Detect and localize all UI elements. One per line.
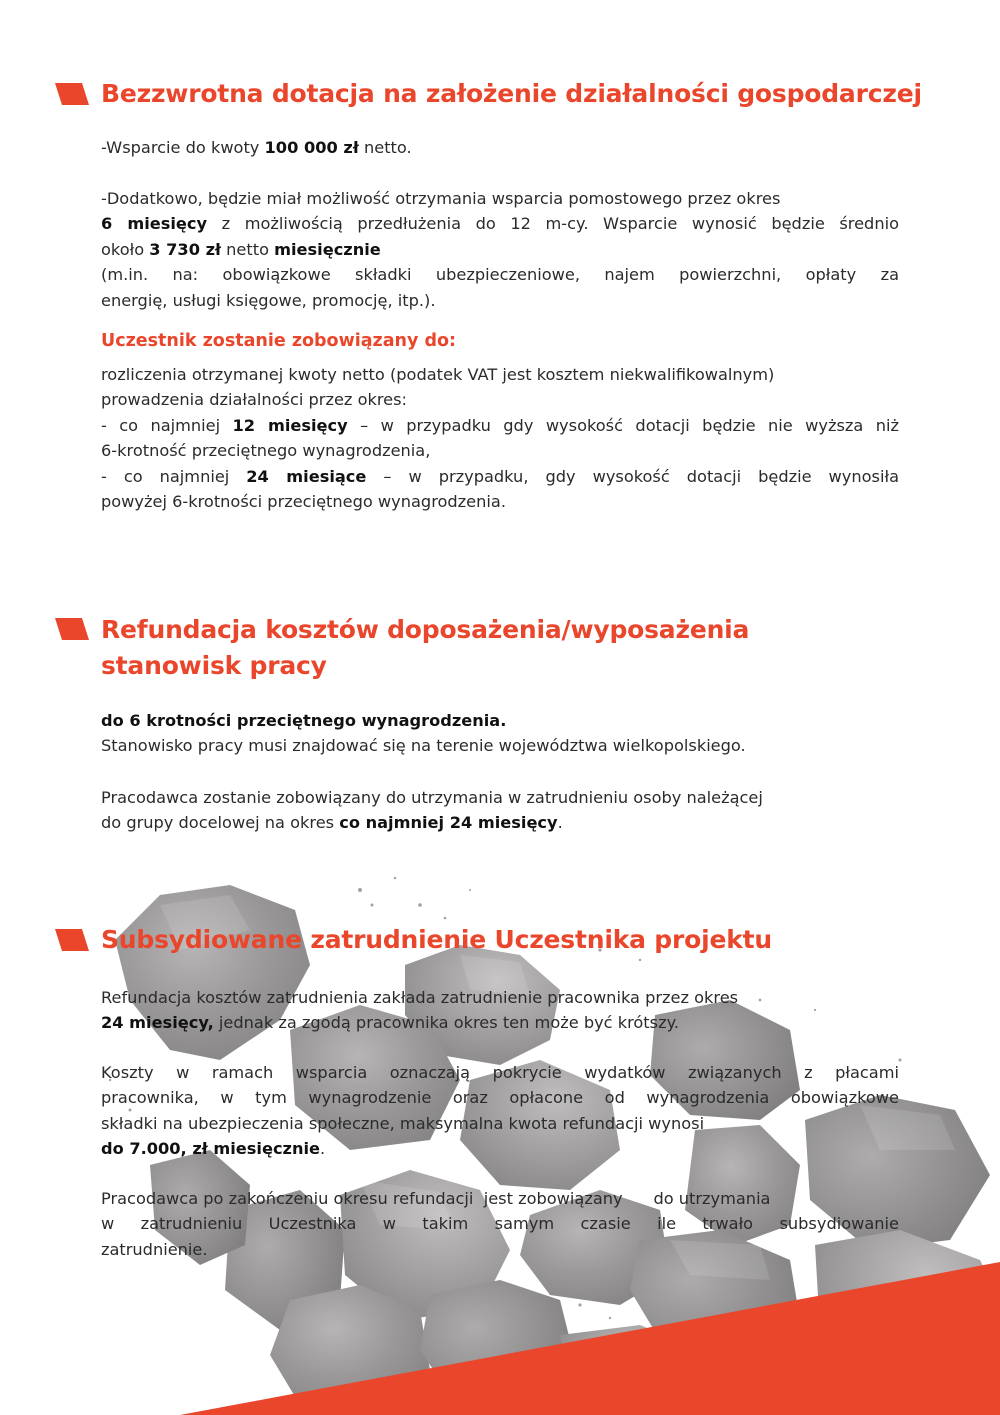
- section-title-equipment-refund: [101, 612, 749, 684]
- text-line: prowadzenia działalności przez okres:: [101, 390, 407, 410]
- bold-months: 24 miesięcy,: [101, 1013, 214, 1033]
- paragraph-refund-period: [101, 985, 899, 1036]
- text: - co najmniej: [101, 466, 247, 486]
- text: – w przypadku gdy wysokość dotacji będzie nie wyższa niż: [347, 415, 899, 435]
- text-line: rozliczenia otrzymanej kwoty netto (podatek VAT jest kosztem niekwalifikowalnym): [101, 365, 775, 384]
- text-line: 6-krotność przeciętnego wynagrodzenia,: [101, 441, 431, 461]
- paragraph-support-amount: [101, 135, 899, 160]
- text: .: [557, 813, 563, 833]
- paragraph-employer-retention: [101, 1186, 899, 1262]
- paragraph-employer-obligation: [101, 785, 899, 836]
- parallelogram-marker-icon: [55, 618, 89, 640]
- bold-amount: 3 730 zł: [149, 239, 222, 259]
- paragraph-equipment-limit: [101, 708, 899, 759]
- text-line: Pracodawca po zakończeniu okresu refundacji jest zobowiązany do utrzymania: [101, 1189, 771, 1208]
- text-line: Stanowisko pracy musi znajdować się na terenie województwa wielkopolskiego.: [101, 736, 746, 756]
- text: netto: [221, 239, 275, 259]
- text: .: [320, 1139, 326, 1159]
- section-title-grant: Bezzwrotna dotacja na założenie działalności gospodarczej: [101, 79, 922, 108]
- text-line: Pracodawca zostanie zobowiązany do utrzymania w zatrudnieniu osoby należącej: [101, 788, 763, 807]
- text-line: składki na ubezpieczenia społeczne, maksymalna kwota refundacji wynosi: [101, 1113, 705, 1133]
- section-title-subsidized-employment: Subsydiowane zatrudnienie Uczestnika projektu: [101, 925, 773, 954]
- text-line: w zatrudnieniu Uczestnika w takim samym czasie ile trwało subsydiowanie: [101, 1214, 899, 1234]
- parallelogram-marker-icon: [55, 929, 89, 951]
- bold-months: 12 miesięcy: [232, 415, 348, 435]
- text: z możliwością przedłużenia do 12 m-cy. Wsparcie wynosić będzie średnio: [207, 214, 899, 234]
- bold-limit: do 6 krotności przeciętnego wynagrodzenia.: [101, 711, 507, 730]
- text-line: -Dodatkowo, będzie miał możliwość otrzymania wsparcia pomostowego przez okres: [101, 189, 781, 208]
- text: netto.: [358, 138, 412, 157]
- parallelogram-marker-icon: [55, 83, 89, 105]
- text-line: (m.in. na: obowiązkowe składki ubezpieczeniowe, najem powierzchni, opłaty za: [101, 265, 899, 285]
- text: do grupy docelowej na okres: [101, 813, 340, 833]
- bold-months: 6 miesięcy: [101, 214, 208, 234]
- paragraph-bridge-support: [101, 186, 899, 313]
- bold-monthly: miesięcznie: [274, 239, 381, 259]
- bold-amount: 100 000 zł: [264, 138, 359, 157]
- text-line: zatrudnienie.: [101, 1239, 208, 1259]
- text-line: Koszty w ramach wsparcia oznaczają pokrycie wydatków związanych z płacami: [101, 1063, 899, 1082]
- text-line: energię, usługi księgowe, promocję, itp.).: [101, 290, 436, 310]
- text-line: Refundacja kosztów zatrudnienia zakłada zatrudnienie pracownika przez okres: [101, 988, 739, 1007]
- bold-amount: do 7.000, zł miesięcznie: [101, 1139, 321, 1159]
- text: - co najmniej: [101, 415, 233, 435]
- text: jednak za zgodą pracownika okres ten może być krótszy.: [213, 1013, 679, 1033]
- obligation-title: Uczestnik zostanie zobowiązany do:: [101, 331, 457, 351]
- text-line: powyżej 6-krotności przeciętnego wynagrodzenia.: [101, 492, 506, 512]
- title-line: Refundacja kosztów doposażenia/wyposażenia: [101, 615, 750, 644]
- text: – w przypadku, gdy wysokość dotacji będzie wynosiła: [366, 466, 899, 486]
- text-line: pracownika, w tym wynagrodzenie oraz opłacone od wynagrodzenia obowiązkowe: [101, 1088, 899, 1108]
- text: około: [101, 239, 150, 259]
- text: -Wsparcie do kwoty: [101, 138, 265, 157]
- paragraph-costs: [101, 1060, 899, 1162]
- bold-months: 24 miesiące: [246, 466, 367, 486]
- paragraph-obligations: [101, 362, 899, 514]
- title-line: stanowisk pracy: [101, 651, 327, 680]
- bold-months: co najmniej 24 miesięcy: [339, 813, 558, 833]
